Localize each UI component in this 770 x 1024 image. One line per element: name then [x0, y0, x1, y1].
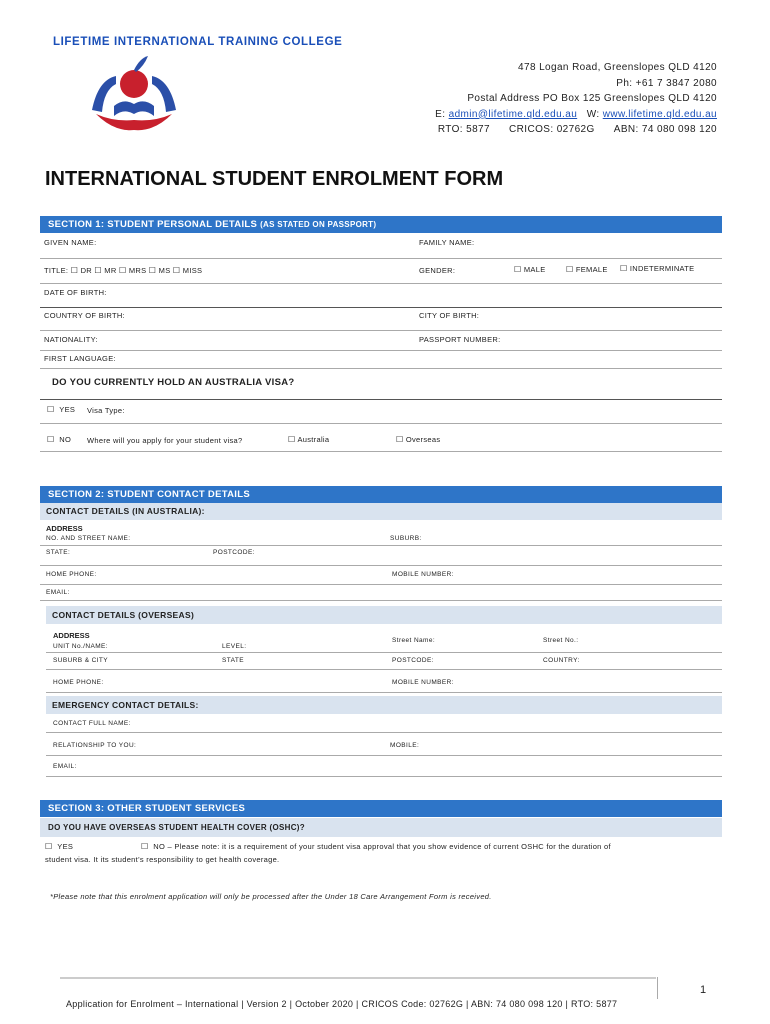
oshc-yes-checkbox[interactable]: ☐ YES — [45, 842, 74, 851]
apply-australia-checkbox[interactable]: ☐ Australia — [288, 435, 330, 444]
college-phone: Ph: +61 7 3847 2080 — [616, 77, 717, 89]
where-apply-label: Where will you apply for your student visa? — [87, 436, 243, 445]
footer-divider — [657, 977, 658, 999]
country-label: COUNTRY: — [543, 657, 580, 664]
abn-number: ABN: 74 080 098 120 — [613, 124, 717, 135]
web-link[interactable]: www.lifetime.qld.edu.au — [602, 108, 717, 120]
college-name: LIFETIME INTERNATIONAL TRAINING COLLEGE — [53, 36, 343, 48]
title-dr-checkbox[interactable]: ☐ DR — [70, 266, 93, 275]
contact-full-name-label: CONTACT FULL NAME: — [53, 720, 131, 727]
visa-no-checkbox[interactable]: ☐ NO — [47, 435, 72, 444]
nationality-label: NATIONALITY: — [44, 335, 98, 344]
title-label: TITLE: — [44, 266, 69, 275]
oshc-no-text-continued: student visa. It its student’s responsibility to get health coverage. — [45, 855, 280, 864]
processing-note: *Please note that this enrolment application will only be processed after the Under 18 Care Arrangement Form is received. — [50, 892, 492, 901]
aus-address-heading: ADDRESS — [46, 524, 83, 533]
relationship-label: RELATIONSHIP TO YOU: — [53, 742, 137, 749]
section3-header: SECTION 3: OTHER STUDENT SERVICES — [40, 800, 722, 817]
section1-header — [40, 216, 722, 233]
level-label: LEVEL: — [222, 643, 247, 650]
form-title: INTERNATIONAL STUDENT ENROLMENT FORM — [45, 168, 504, 190]
os-mobile-label: MOBILE NUMBER: — [392, 679, 454, 686]
gender-male-checkbox[interactable]: ☐ MALE — [514, 265, 546, 274]
emergency-mobile-label: MOBILE: — [390, 742, 420, 749]
unit-label: UNIT No./NAME: — [53, 643, 108, 650]
postcode-label: POSTCODE: — [213, 549, 255, 556]
email-prefix: E: — [435, 108, 449, 120]
section1-subtitle: (AS STATED ON PASSPORT) — [260, 220, 377, 229]
city-birth-label: CITY OF BIRTH: — [419, 311, 480, 320]
os-address-heading: ADDRESS — [53, 631, 90, 640]
overseas-contact-heading: CONTACT DETAILS (OVERSEAS) — [46, 606, 722, 624]
os-postcode-label: POSTCODE: — [392, 657, 434, 664]
os-state-label: STATE — [222, 657, 244, 664]
family-name-label: FAMILY NAME: — [419, 238, 475, 247]
title-row — [44, 266, 202, 275]
gender-female-checkbox[interactable]: ☐ FEMALE — [566, 265, 608, 274]
email-label: EMAIL: — [46, 589, 70, 596]
oshc-question: DO YOU HAVE OVERSEAS STUDENT HEALTH COVER (OSHC)? — [40, 818, 722, 837]
apply-overseas-checkbox[interactable]: ☐ Overseas — [396, 435, 441, 444]
visa-question: DO YOU CURRENTLY HOLD AN AUSTRALIA VISA? — [52, 377, 295, 388]
visa-yes-checkbox[interactable]: ☐ YES — [47, 405, 76, 414]
gender-indeterminate-checkbox[interactable]: ☐ INDETERMINATE — [620, 264, 695, 273]
dob-label: DATE OF BIRTH: — [44, 288, 107, 297]
college-contact-line — [435, 107, 717, 123]
street-label: NO. AND STREET NAME: — [46, 535, 131, 542]
gender-label: GENDER: — [419, 266, 456, 275]
email-link[interactable]: admin@lifetime.qld.edu.au — [448, 108, 578, 120]
title-ms-checkbox[interactable]: ☐ MS — [148, 266, 171, 275]
suburb-label: SUBURB: — [390, 535, 422, 542]
street-name-label: Street Name: — [392, 637, 436, 644]
os-home-phone-label: HOME PHONE: — [53, 679, 104, 686]
street-no-label: Street No.: — [543, 637, 579, 644]
page-number: 1 — [700, 984, 707, 996]
country-birth-label: COUNTRY OF BIRTH: — [44, 311, 125, 320]
cricos-number: CRICOS: 02762G — [509, 124, 595, 135]
home-phone-label: HOME PHONE: — [46, 571, 97, 578]
college-address: 478 Logan Road, Greenslopes QLD 4120 — [518, 62, 717, 73]
emergency-contact-heading: EMERGENCY CONTACT DETAILS: — [46, 696, 722, 714]
mobile-label: MOBILE NUMBER: — [392, 571, 454, 578]
first-language-label: FIRST LANGUAGE: — [44, 354, 116, 363]
footer-text: Application for Enrolment – International | Version 2 | October 2020 | CRICOS Code: 02762G | ABN: 74 080 098 120 | RTO: 5877 — [66, 999, 618, 1009]
emergency-email-label: EMAIL: — [53, 763, 77, 770]
title-mrs-checkbox[interactable]: ☐ MRS — [118, 266, 147, 275]
suburb-city-label: SUBURB & CITY — [53, 657, 109, 664]
college-logo — [84, 50, 184, 134]
web-prefix: W: — [586, 108, 603, 120]
section1-title: SECTION 1: STUDENT PERSONAL DETAILS — [48, 219, 258, 230]
college-registration — [435, 122, 717, 138]
aus-contact-heading: CONTACT DETAILS (IN AUSTRALIA): — [40, 503, 722, 520]
section2-header: SECTION 2: STUDENT CONTACT DETAILS — [40, 486, 722, 503]
title-mr-checkbox[interactable]: ☐ MR — [94, 266, 117, 275]
oshc-no-checkbox[interactable]: ☐ NO – Please note: it is a requirement of your student visa approval that you show evidence of current OSHC for the duration of — [141, 842, 611, 851]
visa-type-label: Visa Type: — [87, 406, 125, 415]
passport-label: PASSPORT NUMBER: — [419, 335, 501, 344]
college-postal: Postal Address PO Box 125 Greenslopes QLD 4120 — [467, 93, 717, 104]
title-miss-checkbox[interactable]: ☐ MISS — [172, 266, 203, 275]
given-name-label: GIVEN NAME: — [44, 238, 97, 247]
rto-number: RTO: 5877 — [437, 124, 490, 135]
state-label: STATE: — [46, 549, 71, 556]
